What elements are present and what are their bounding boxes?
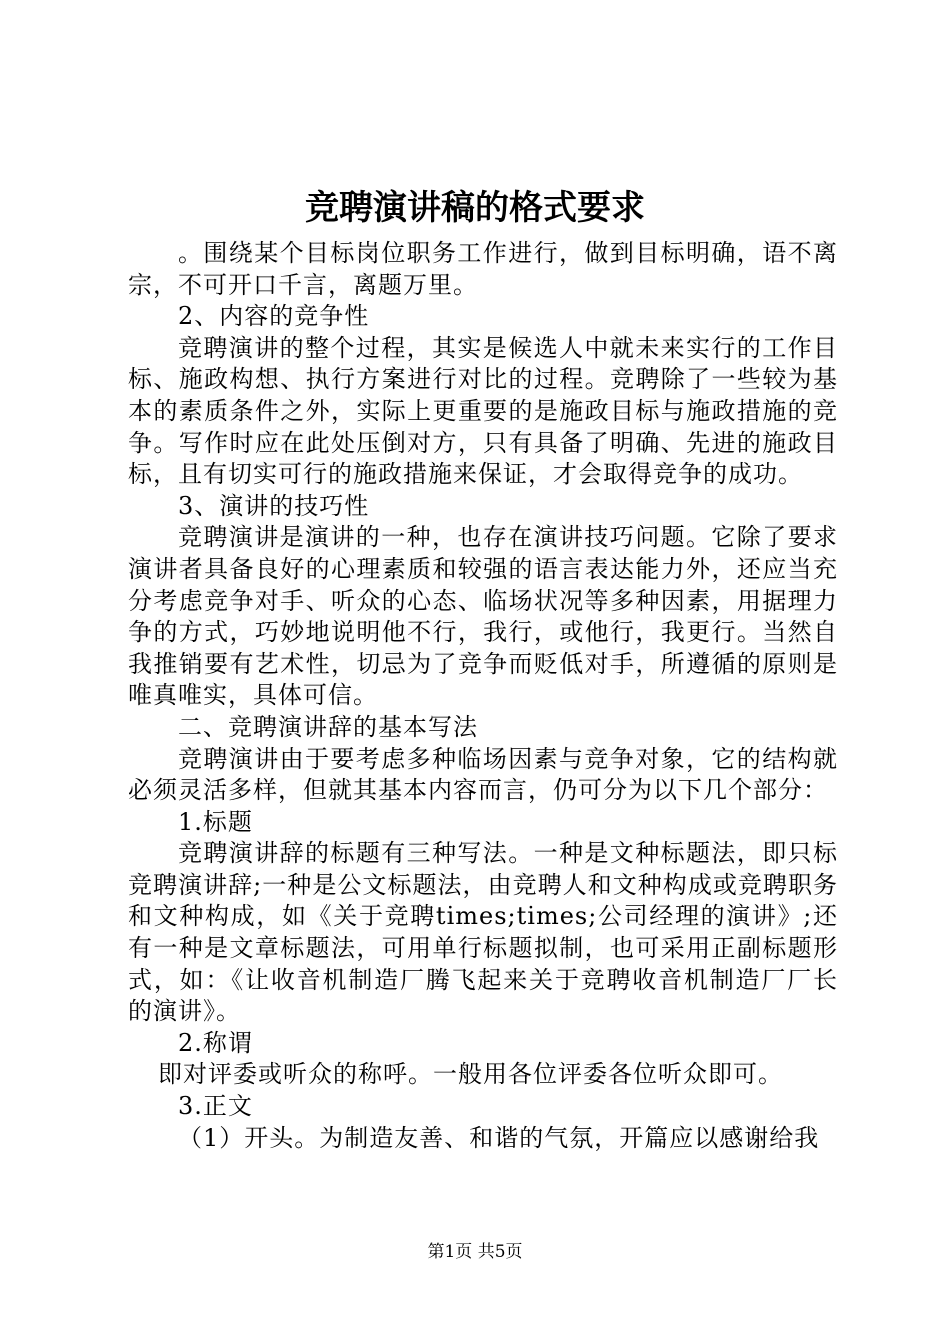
page-footer: 第1页 共5页	[427, 1242, 523, 1262]
paragraph: 竞聘演讲由于要考虑多种临场因素与竞争对象，它的结构就必须灵活多样，但就其基本内容而言，仍可分为以下几个部分：	[128, 744, 838, 805]
section-heading: 3.正文	[178, 1092, 253, 1121]
section-heading: 3、演讲的技巧性	[178, 491, 370, 520]
section-heading: 2、内容的竞争性	[178, 302, 370, 331]
document-title: 竞聘演讲稿的格式要求	[305, 188, 645, 228]
paragraph: 竞聘演讲的整个过程，其实是候选人中就未来实行的工作目标、施政构想、执行方案进行对比的过程。竞聘除了一些较为基本的素质条件之外，实际上更重要的是施政目标与施政措施的竞争。写作时应在此处压倒对方，只有具备了明确、先进的施政目标，且有切实可行的施政措施来保证，才会取得竞争的成功。	[128, 333, 838, 489]
paragraph: 。围绕某个目标岗位职务工作进行，做到目标明确，语不离宗，不可开口千言，离题万里。	[128, 239, 838, 299]
section-heading: 1.标题	[178, 807, 253, 836]
document-body	[128, 238, 838, 1154]
paragraph: （1）开头。为制造友善、和谐的气氛，开篇应以感谢给我	[178, 1123, 820, 1152]
paragraph: 竞聘演讲辞的标题有三种写法。一种是文种标题法，即只标竞聘演讲辞;一种是公文标题法，由竞聘人和文种构成或竞聘职务和文种构成，如《关于竞聘times;times;公司经理的演讲》;还有一种是文章标题法，可用单行标题拟制，也可采用正副标题形式，如：《让收音机制造厂腾飞起来关于竞聘收音机制造厂厂长的演讲》。	[128, 839, 838, 1026]
paragraph: 竞聘演讲是演讲的一种，也存在演讲技巧问题。它除了要求演讲者具备良好的心理素质和较强的语言表达能力外，还应当充分考虑竞争对手、听众的心态、临场状况等多种因素，用据理力争的方式，巧妙地说明他不行，我行，或他行，我更行。当然自我推销要有艺术性，切忌为了竞争而贬低对手，所遵循的原则是唯真唯实，具体可信。	[128, 523, 838, 710]
paragraph: 即对评委或听众的称呼。一般用各位评委各位听众即可。	[158, 1060, 783, 1089]
section-heading: 2.称谓	[178, 1028, 253, 1057]
section-heading: 二、竞聘演讲辞的基本写法	[178, 712, 478, 741]
